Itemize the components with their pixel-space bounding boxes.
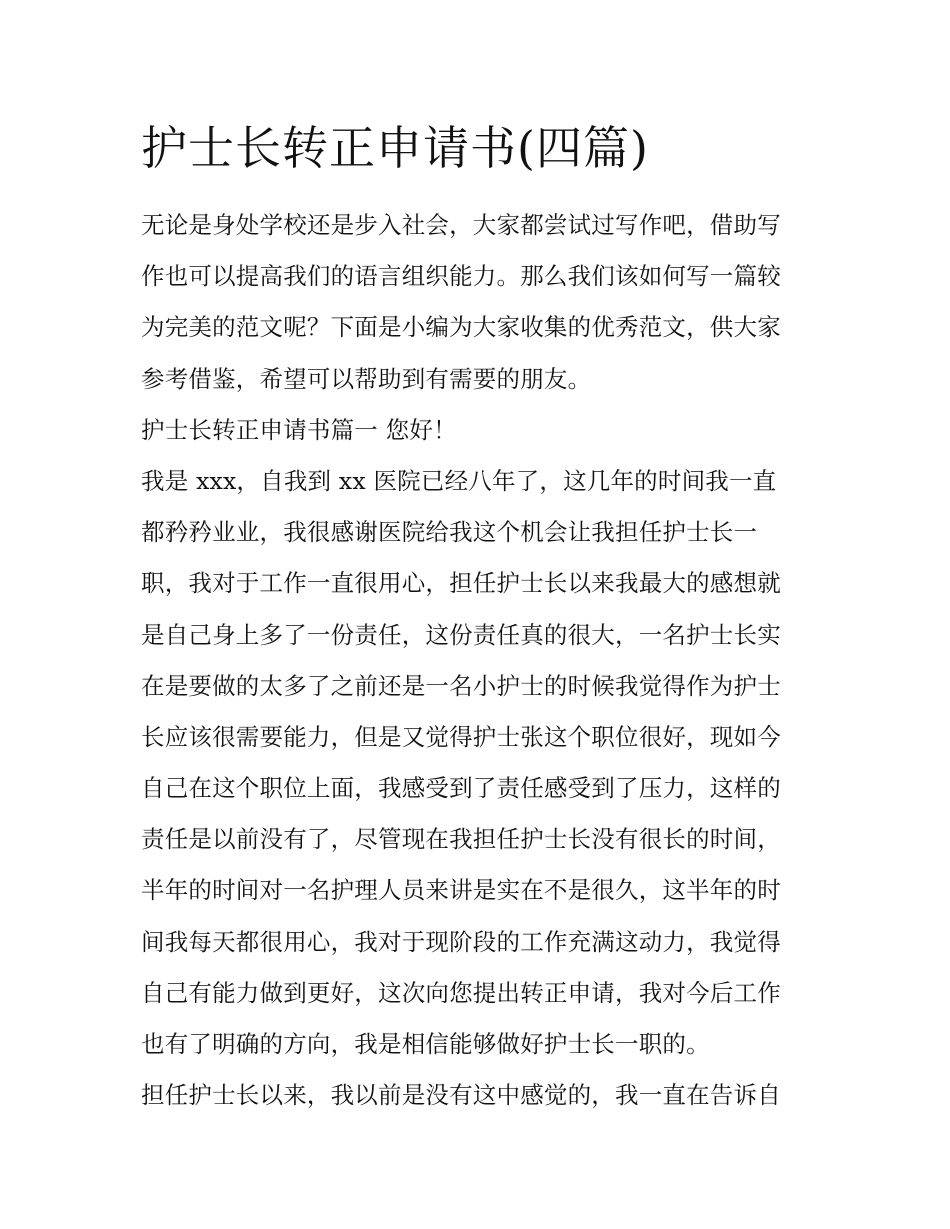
text-line: 自己有能力做到更好，这次向您提出转正申请，我对今后工作: [141, 978, 781, 1007]
text-line: 我是 xxx，自我到 xx 医院已经八年了，这几年的时间我一直: [141, 466, 777, 495]
text-line: 在是要做的太多了之前还是一名小护士的时候我觉得作为护士: [141, 671, 781, 700]
document-page: [141, 112, 821, 1121]
text-line: 护士长转正申请书篇一 您好！: [141, 415, 457, 444]
text-line: 担任护士长以来，我以前是没有这中感觉的，我一直在告诉自: [141, 1081, 781, 1110]
text-line: 也有了明确的方向，我是相信能够做好护士长一职的。: [141, 1030, 710, 1058]
text-line: 无论是身处学校还是步入社会，大家都尝试过写作吧，借助写: [141, 211, 781, 239]
text-line: 自己在这个职位上面，我感受到了责任感受到了压力，这样的: [141, 774, 781, 803]
text-line: 是自己身上多了一份责任，这份责任真的很大，一名护士长实: [141, 620, 781, 649]
document-title: 护士长转正申请书(四篇): [141, 121, 649, 175]
text-line: 都矜矜业业，我很感谢医院给我这个机会让我担任护士长一: [141, 518, 758, 547]
text-line: 参考借鉴，希望可以帮助到有需要的朋友。: [141, 364, 592, 393]
document-body: [141, 200, 821, 1121]
text-line: 间我每天都很用心，我对于现阶段的工作充满这动力，我觉得: [141, 927, 781, 956]
text-line: 长应该很需要能力，但是又觉得护士张这个职位很好，现如今: [141, 722, 781, 751]
text-line: 半年的时间对一名护理人员来讲是实在不是很久，这半年的时: [141, 876, 781, 905]
text-line: 为完美的范文呢？下面是小编为大家收集的优秀范文，供大家: [141, 313, 781, 342]
text-line: 作也可以提高我们的语言组织能力。那么我们该如何写一篇较: [141, 262, 781, 291]
text-line: 职，我对于工作一直很用心，担任护士长以来我最大的感想就: [141, 569, 781, 598]
text-line: 责任是以前没有了，尽管现在我担任护士长没有很长的时间，: [141, 825, 781, 854]
